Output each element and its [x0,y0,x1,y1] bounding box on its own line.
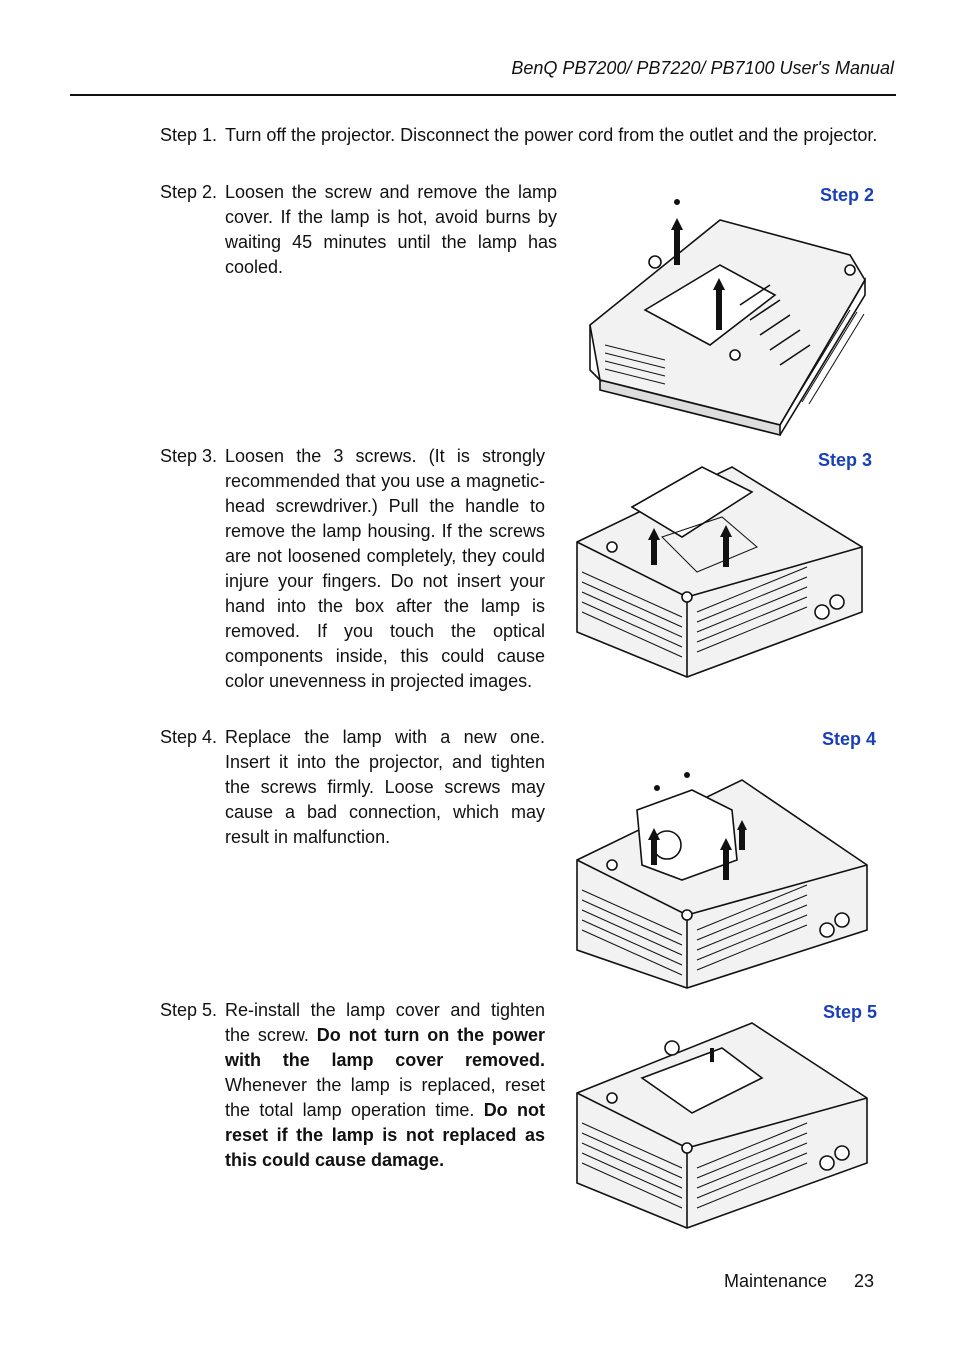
header-rule [70,94,896,96]
projector-illustration-step-5 [572,1018,872,1230]
page-number: 23 [854,1271,875,1291]
figure-label-step-2: Step 2 [820,185,875,205]
step-4-label: Step 4. [160,727,218,747]
figure-step-3 [572,462,872,682]
step-1 [160,123,886,148]
step-1-text: Turn off the projector. Disconnect the power cord from the outlet and the projector. [225,125,878,145]
step-3 [160,444,545,694]
step-5-text-a: Re-install the lamp cover and tighten the screw. [225,1000,545,1045]
footer-section: Maintenance [724,1271,828,1291]
figure-label-step-3: Step 3 [818,450,873,470]
step-2-text: Loosen the screw and remove the lamp cover. If the lamp is hot, avoid burns by waiting 45 minutes until the lamp has cooled. [225,182,557,277]
figure-label-step-5: Step 5 [823,1002,878,1022]
step-3-text: Loosen the 3 screws. (It is strongly recommended that you use a magnetic-head screwdriver.) Pull the handle to remove the lamp housing. If the screws are not loosened completely, they could injure your fingers. Do not insert your hand into the box after the lamp is removed. If you touch the optical components inside, this could cause color unevenness in projected images. [225,446,545,691]
step-4-text: Replace the lamp with a new one. Insert it into the projector, and tighten the screws firmly. Loose screws may cause a bad connection, which may result in malfunction. [225,727,545,847]
step-2-label: Step 2. [160,182,218,202]
figure-step-5 [572,1018,872,1230]
projector-illustration-step-4 [572,770,872,990]
step-5-text-b: Whenever the lamp is replaced, reset the total lamp operation time. [225,1075,545,1120]
step-5 [160,998,545,1173]
step-5-text [160,998,545,1173]
step-5-warning-a: Do not turn on the power with the lamp cover removed. [225,1025,545,1070]
figure-step-2 [580,190,880,440]
step-3-label: Step 3. [160,446,218,466]
projector-illustration-step-3 [572,462,872,682]
step-5-warning-b: Do not reset if the lamp is not replaced as this could cause damage. [225,1100,545,1170]
step-2 [160,180,557,280]
step-5-label: Step 5. [160,1000,218,1020]
running-header: BenQ PB7200/ PB7220/ PB7100 User's Manual [511,58,894,78]
projector-illustration-step-2 [580,190,880,440]
step-1-label: Step 1. [160,125,218,145]
figure-label-step-4: Step 4 [822,729,877,749]
step-4 [160,725,545,850]
figure-step-4 [572,770,872,990]
